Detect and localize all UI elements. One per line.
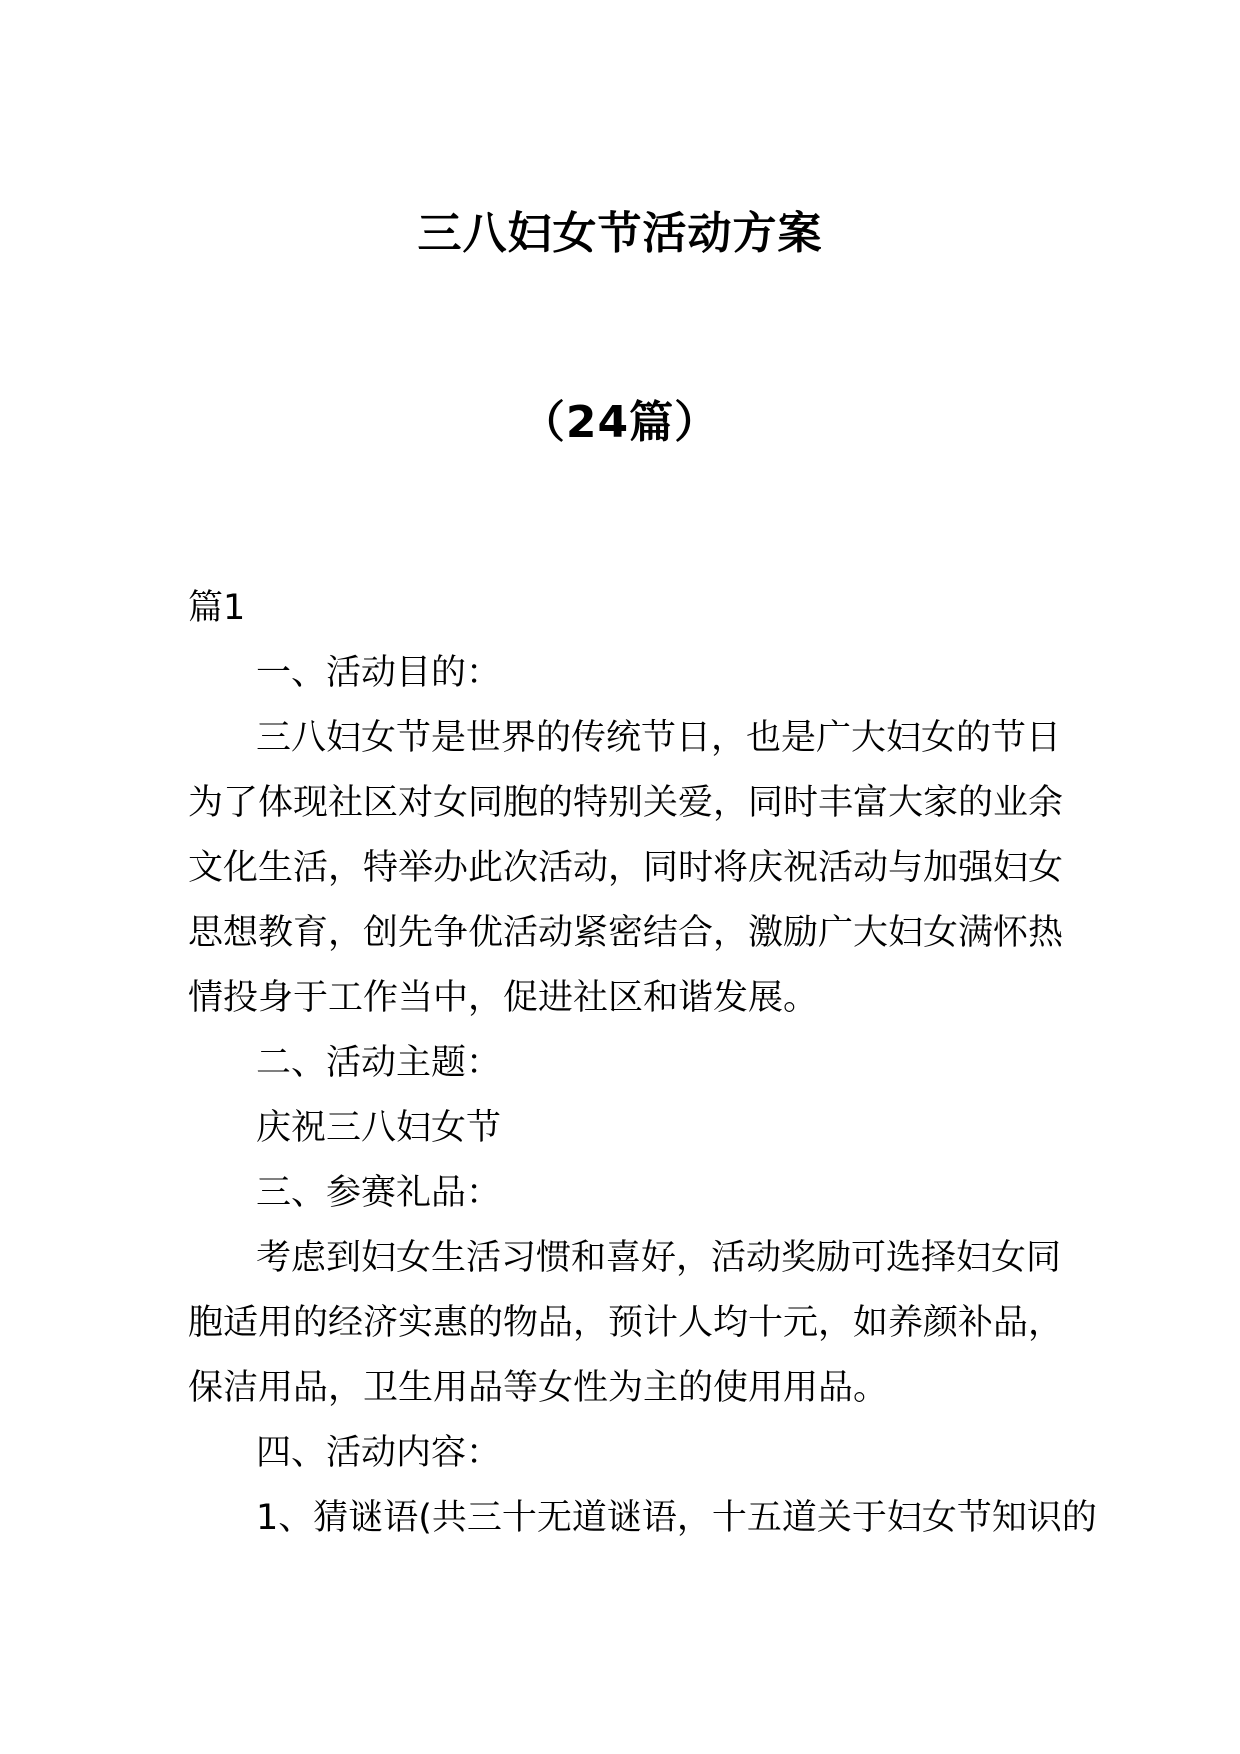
section-label: 篇1 — [188, 588, 246, 628]
paragraph-line: 思想教育，创先争优活动紧密结合，激励广大妇女满怀热 — [188, 913, 1064, 953]
paragraph-line: 1、猜谜语(共三十无道谜语，十五道关于妇女节知识的 — [256, 1498, 1097, 1538]
heading-prizes: 三、参赛礼品： — [256, 1173, 502, 1213]
paragraph-line: 三八妇女节是世界的传统节日，也是广大妇女的节日 — [256, 718, 1062, 758]
paragraph-line: 为了体现社区对女同胞的特别关爱，同时丰富大家的业余 — [188, 783, 1064, 823]
document-subtitle: （24篇） — [520, 397, 720, 448]
paragraph-line: 情投身于工作当中，促进社区和谐发展。 — [188, 978, 819, 1018]
paragraph-line: 文化生活，特举办此次活动，同时将庆祝活动与加强妇女 — [188, 848, 1064, 888]
heading-content: 四、活动内容： — [256, 1433, 502, 1473]
heading-theme: 二、活动主题： — [256, 1043, 502, 1083]
paragraph-line: 保洁用品，卫生用品等女性为主的使用用品。 — [188, 1368, 889, 1408]
paragraph-line: 考虑到妇女生活习惯和喜好，活动奖励可选择妇女同 — [256, 1238, 1062, 1278]
paragraph-line: 胞适用的经济实惠的物品，预计人均十元，如养颜补品， — [188, 1303, 1064, 1343]
paragraph-line: 庆祝三八妇女节 — [256, 1108, 502, 1148]
document-title: 三八妇女节活动方案 — [417, 208, 823, 259]
heading-purpose: 一、活动目的： — [256, 653, 502, 693]
document-body — [188, 576, 1097, 1551]
